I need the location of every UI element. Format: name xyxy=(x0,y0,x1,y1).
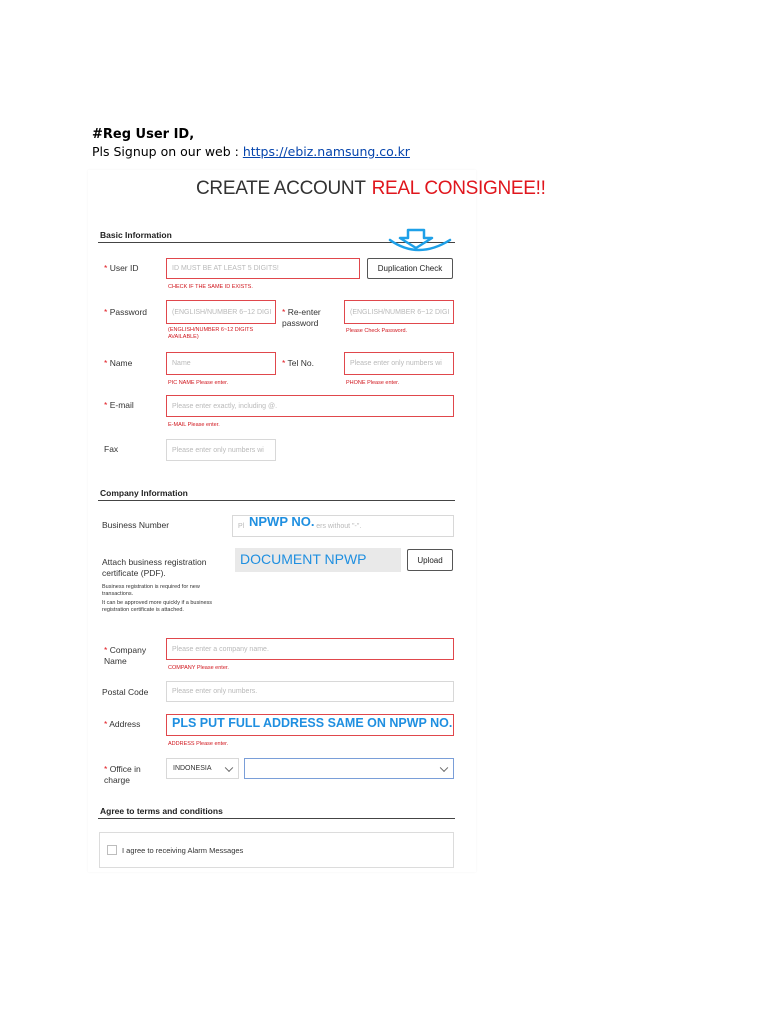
alarm-label: I agree to receiving Alarm Messages xyxy=(122,846,244,855)
reenter-password-input[interactable]: (ENGLISH/NUMBER 6~12 DIGI xyxy=(344,300,454,324)
upload-button[interactable]: Upload xyxy=(407,549,453,571)
user-id-error: CHECK IF THE SAME ID EXISTS. xyxy=(168,284,253,290)
address-label: * Address xyxy=(104,719,141,729)
country-select[interactable] xyxy=(166,758,239,779)
consignee-note: REAL CONSIGNEE!! xyxy=(371,178,546,199)
business-number-label: Business Number xyxy=(102,520,170,530)
terms-divider xyxy=(98,818,455,819)
attach-label: Attach business registration certificate (PDF). xyxy=(102,557,207,578)
form-title xyxy=(196,178,546,200)
email-error: E-MAIL Please enter. xyxy=(168,422,220,428)
office-select[interactable] xyxy=(244,758,454,779)
name-error: PIC NAME Please enter. xyxy=(168,380,229,386)
company-info-title: Company Information xyxy=(100,488,188,498)
email-input[interactable]: Please enter exactly, including @. xyxy=(166,395,454,417)
arrow-down-icon xyxy=(388,226,454,262)
email-label: * E-mail xyxy=(104,400,134,410)
duplication-check-button[interactable]: Duplication Check xyxy=(367,258,453,279)
user-id-label: * User ID xyxy=(104,263,139,273)
tel-error: PHONE Please enter. xyxy=(346,380,400,386)
country-value: INDONESIA xyxy=(173,765,212,772)
attach-note-approve: It can be approved more quickly if a business registration certificate is attached. xyxy=(102,600,213,613)
password-label: * Password xyxy=(104,307,148,317)
office-label: * Office in charge xyxy=(104,764,141,785)
npwp-note: NPWP NO. xyxy=(249,514,315,529)
user-id-input[interactable]: ID MUST BE AT LEAST 5 DIGITS! xyxy=(166,258,360,279)
company-name-input[interactable]: Please enter a company name. xyxy=(166,638,454,660)
name-input[interactable]: Name xyxy=(166,352,276,375)
fax-label: Fax xyxy=(104,444,119,454)
document-intro xyxy=(92,144,410,159)
tel-label: * Tel No. xyxy=(282,358,314,368)
document-heading: #Reg User ID, xyxy=(92,127,195,142)
postal-code-input[interactable]: Please enter only numbers. xyxy=(166,681,454,702)
postal-code-label: Postal Code xyxy=(102,687,149,697)
intro-text: Pls Signup on our web : xyxy=(92,144,243,159)
fax-input[interactable]: Please enter only numbers wi xyxy=(166,439,276,461)
company-info-divider xyxy=(98,500,455,501)
attach-note-required: Business registration is required for new transactions. xyxy=(102,584,200,597)
terms-title: Agree to terms and conditions xyxy=(100,806,223,816)
basic-info-title: Basic Information xyxy=(100,230,172,240)
document-npwp-note: DOCUMENT NPWP xyxy=(240,551,367,567)
alarm-checkbox[interactable] xyxy=(107,845,117,855)
signup-link[interactable]: https://ebiz.namsung.co.kr xyxy=(242,144,410,159)
password-error: (ENGLISH/NUMBER 6~12 DIGITS AVAILABLE) xyxy=(168,327,254,340)
tel-input[interactable]: Please enter only numbers wi xyxy=(344,352,454,375)
chevron-down-icon xyxy=(440,763,448,771)
password-input[interactable]: (ENGLISH/NUMBER 6~12 DIGI xyxy=(166,300,276,324)
reenter-error: Please Check Password. xyxy=(346,328,408,334)
reenter-label: * Re-enter password xyxy=(282,307,321,328)
address-error: ADDRESS Please enter. xyxy=(168,741,229,747)
name-label: * Name xyxy=(104,358,133,368)
business-number-input[interactable]: Pl ers without "-". xyxy=(232,515,454,537)
address-note: PLS PUT FULL ADDRESS SAME ON NPWP NO. xyxy=(172,716,453,730)
chevron-down-icon xyxy=(225,763,233,771)
company-name-label: * Company Name xyxy=(104,645,147,666)
form-title-text: CREATE ACCOUNT xyxy=(196,178,366,199)
company-name-error: COMPANY Please enter. xyxy=(168,665,229,671)
